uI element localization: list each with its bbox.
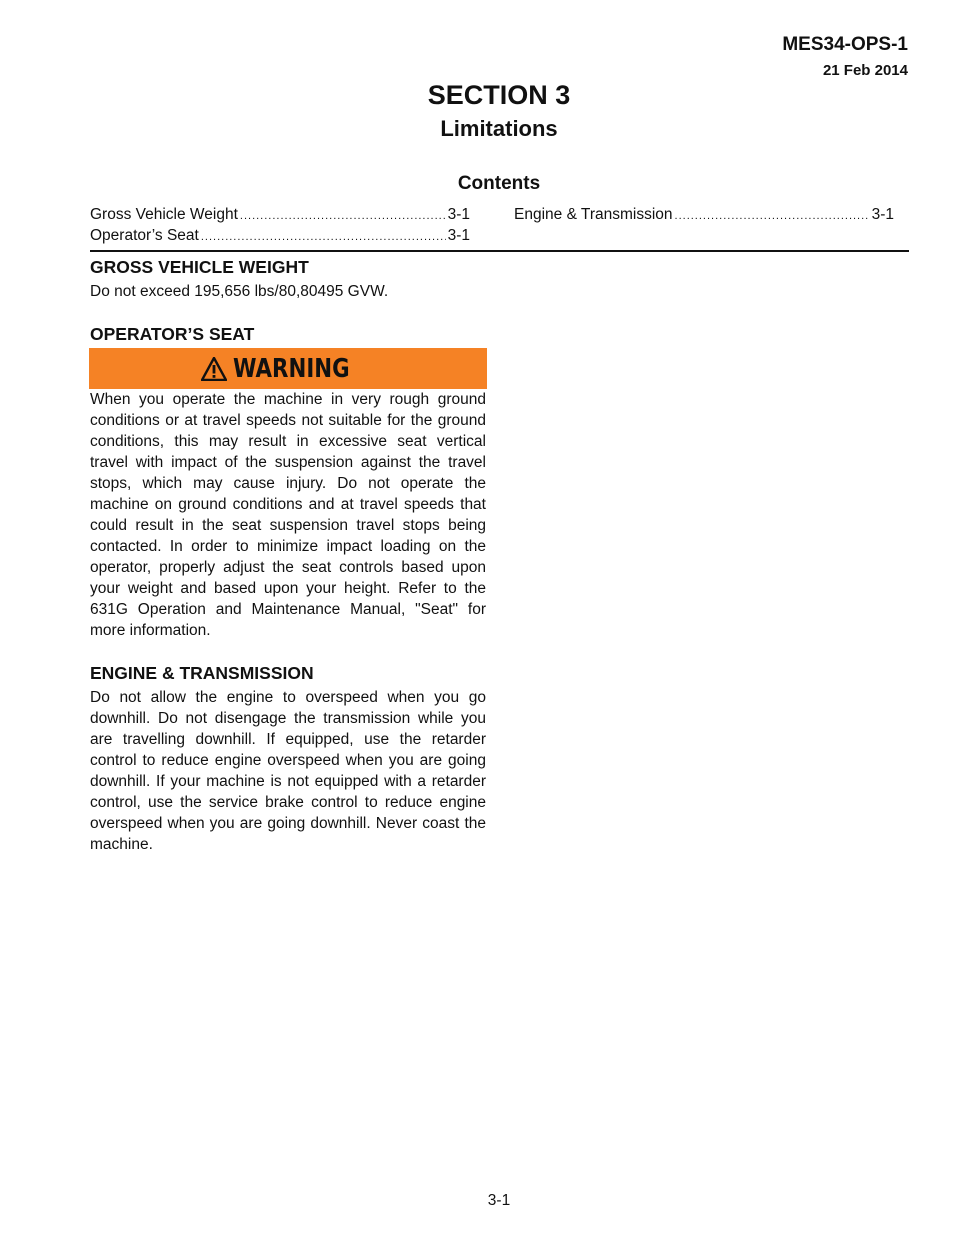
gvw-text: Do not exceed 195,656 lbs/80,80495 GVW.	[90, 283, 389, 300]
seat-heading: OPERATOR’S SEAT	[90, 324, 255, 344]
toc-left-column	[90, 206, 470, 248]
toc-entry-label: Gross Vehicle Weight	[90, 206, 238, 223]
toc-entry-page: 3-1	[447, 206, 470, 223]
page-number: 3-1	[487, 1192, 511, 1209]
engine-text: Do not allow the engine to overspeed when you go downhill. Do not disengage the transmission while you are travelling downhill. If equipped, use the retarder control to reduce engine overspeed when you are going downhill. If your machine is not equipped with a retarder control, use the service brake control to reduce engine overspeed when you are going downhill. Never coast the machine.	[90, 689, 486, 853]
gvw-section	[90, 257, 486, 302]
document-date: 21 Feb 2014	[822, 62, 908, 79]
engine-section	[90, 663, 486, 855]
seat-section-heading-wrap	[90, 324, 486, 345]
warning-label: WARNING	[232, 353, 350, 384]
toc-entry-engine-transmission[interactable]	[514, 206, 894, 227]
section-subtitle: Limitations	[440, 116, 558, 141]
contents-title: Contents	[457, 173, 541, 194]
contents-divider	[90, 250, 909, 252]
toc-entry-page: 3-1	[871, 206, 894, 223]
document-id: MES34-OPS-1	[782, 34, 908, 55]
toc-entry-label: Engine & Transmission	[514, 206, 673, 223]
section-title: SECTION 3	[427, 80, 571, 110]
seat-section-body	[90, 389, 486, 641]
toc-leader-dots	[201, 231, 446, 243]
toc-entry-label: Operator’s Seat	[90, 227, 199, 244]
gvw-heading: GROSS VEHICLE WEIGHT	[90, 257, 309, 277]
toc-right-column	[514, 206, 894, 227]
warning-triangle-icon	[201, 357, 227, 381]
toc-leader-dots	[675, 210, 870, 222]
toc-entry-page: 3-1	[447, 227, 470, 244]
toc-leader-dots	[240, 210, 446, 222]
warning-banner	[89, 348, 487, 389]
toc-entry-gross-vehicle-weight[interactable]	[90, 206, 470, 227]
toc-entry-operators-seat[interactable]	[90, 227, 470, 248]
seat-warning-text: When you operate the machine in very rough ground conditions or at travel speeds not suitable for the ground conditions, this may result in excessive seat vertical travel with impact of the suspension against the travel stops, which may cause injury. Do not operate the machine on ground conditions and at travel speeds that could result in the seat suspension travel stops being contacted. In order to minimize impact loading on the operator, properly adjust the seat controls based upon your weight and based upon your height. Refer to the 631G Operation and Maintenance Manual, "Seat" for more information.	[90, 391, 486, 639]
engine-heading: ENGINE & TRANSMISSION	[90, 663, 314, 683]
